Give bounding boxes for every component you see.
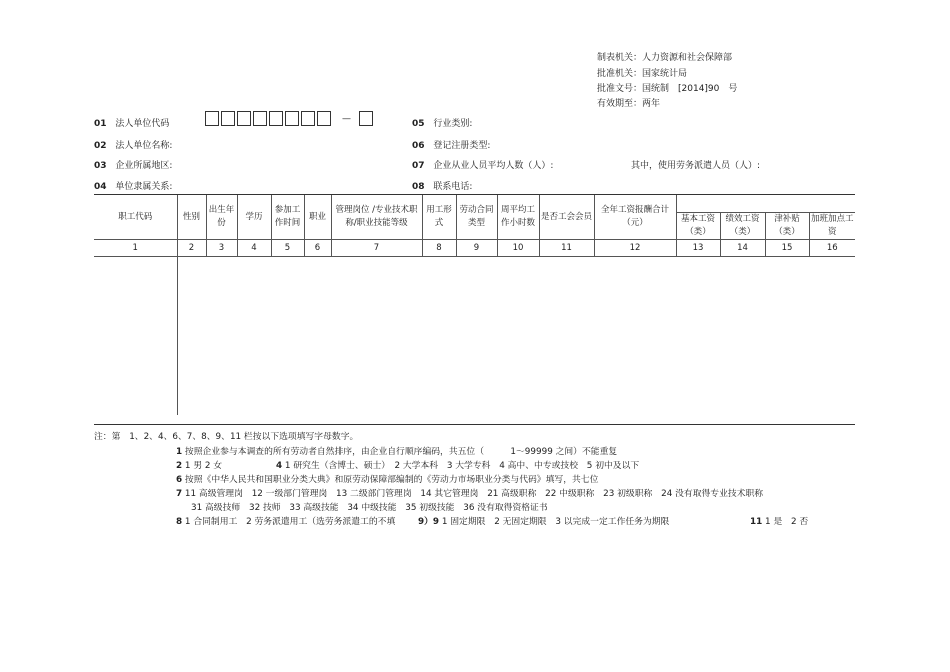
col-header-birth-year: 出生年份 bbox=[206, 195, 237, 240]
col-header-employee-code: 职工代码 bbox=[94, 195, 177, 240]
col-header-allowance: 津补贴（类） bbox=[765, 213, 809, 240]
note-col-1 bbox=[176, 444, 617, 457]
note-col-4-text: 1 研究生（含博士、硕士） 2 大学本科 3 大学专科 4 高中、中专或技校 5 初中及以下 bbox=[284, 461, 640, 471]
note-col-7-number: 7 bbox=[176, 489, 183, 499]
field-04 bbox=[94, 179, 172, 192]
field-01 bbox=[94, 116, 169, 129]
field-01-label: 法人单位代码 bbox=[115, 119, 170, 129]
note-col-2-text: 1 男 2 女 bbox=[184, 461, 223, 471]
note-col-4-number: 4 bbox=[276, 461, 283, 471]
col-header-gender: 性别 bbox=[177, 195, 206, 240]
field-02-label: 法人单位名称: bbox=[115, 141, 173, 151]
col-number: 3 bbox=[206, 240, 237, 257]
code-digit-box[interactable] bbox=[237, 111, 251, 126]
col-number: 1 bbox=[94, 240, 177, 257]
field-06-label: 登记注册类型: bbox=[433, 141, 491, 151]
field-04-label: 单位隶属关系: bbox=[115, 182, 173, 192]
field-03 bbox=[94, 158, 172, 171]
field-07-dispatched-workers: 其中，使用劳务派遣人员（人）: bbox=[631, 161, 761, 171]
note-col-7-text: 11 高级管理岗 12 一级部门管理岗 13 二级部门管理岗 14 其它管理岗 21 高级职称 22 中级职称 23 初级职称 24 没有取得专业技术职称 bbox=[184, 489, 764, 499]
note-col-2 bbox=[176, 458, 222, 471]
col-header-overtime-pay: 加班加点工资 bbox=[809, 213, 855, 240]
code-digit-box[interactable] bbox=[253, 111, 267, 126]
col-number: 5 bbox=[271, 240, 304, 257]
note-col-7-line2: 31 高级技师 32 技师 33 高级技能 34 中级技能 35 初级技能 36 没有取得资格证书 bbox=[191, 503, 548, 513]
note-col-11-text: 1 是 2 否 bbox=[765, 517, 809, 527]
col-number: 2 bbox=[177, 240, 206, 257]
code-digit-box[interactable] bbox=[205, 111, 219, 126]
code-digit-box[interactable] bbox=[269, 111, 283, 126]
notes-intro: 注：第 1、2、4、6、7、8、9、11 栏按以下选项填写字母数字。 bbox=[94, 432, 359, 442]
note-col-11-number: 11 bbox=[750, 517, 763, 527]
col-number: 12 bbox=[594, 240, 676, 257]
field-05-number: 05 bbox=[412, 119, 425, 129]
col-number: 16 bbox=[809, 240, 855, 257]
code-digit-box[interactable] bbox=[301, 111, 315, 126]
field-01-number: 01 bbox=[94, 119, 107, 129]
col-number: 8 bbox=[422, 240, 456, 257]
field-05-label: 行业类别: bbox=[433, 119, 473, 129]
field-05 bbox=[412, 116, 472, 129]
code-digit-box[interactable] bbox=[221, 111, 235, 126]
note-col-6-text: 按照《中华人民共和国职业分类大典》和原劳动保障部编制的《劳动力市场职业分类与代码》填写，共七位 bbox=[184, 475, 599, 485]
field-06-number: 06 bbox=[412, 141, 425, 151]
col-number: 11 bbox=[539, 240, 594, 257]
col-header-contract-type: 劳动合同类型 bbox=[456, 195, 497, 240]
field-02 bbox=[94, 138, 172, 151]
code-check-digit-box[interactable] bbox=[359, 111, 373, 126]
code-dash: — bbox=[342, 114, 351, 124]
col-number: 13 bbox=[676, 240, 720, 257]
code-digit-box[interactable] bbox=[317, 111, 331, 126]
col-header-occupation: 职业 bbox=[304, 195, 331, 240]
field-03-label: 企业所属地区: bbox=[115, 161, 173, 171]
issuing-authority: 制表机关：人力资源和社会保障部 bbox=[597, 53, 733, 63]
note-col-7 bbox=[176, 486, 763, 499]
col-number: 9 bbox=[456, 240, 497, 257]
col-header-performance-pay: 绩效工资（类） bbox=[720, 213, 765, 240]
code-digit-box[interactable] bbox=[285, 111, 299, 126]
field-07-number: 07 bbox=[412, 161, 425, 171]
note-col-8 bbox=[176, 514, 395, 527]
table-top-rule bbox=[94, 194, 855, 195]
note-col-9-text: 1 固定期限 2 无固定期限 3 以完成一定工作任务为期限 bbox=[441, 517, 670, 527]
col-header-education: 学历 bbox=[237, 195, 271, 240]
col-header-annual-pay: 全年工资报酬合计（元） bbox=[594, 195, 676, 240]
table-bottom-rule bbox=[94, 424, 855, 425]
col-header-base-pay: 基本工资（类） bbox=[676, 213, 720, 240]
col-number: 7 bbox=[331, 240, 422, 257]
note-col-6 bbox=[176, 472, 598, 485]
note-col-1-number: 1 bbox=[176, 447, 183, 457]
validity-period: 有效期至：两年 bbox=[597, 99, 661, 109]
col-header-union-member: 是否工会会员 bbox=[539, 195, 594, 240]
col-header-pay-group bbox=[676, 195, 855, 213]
data-entry-area[interactable] bbox=[177, 257, 855, 416]
field-04-number: 04 bbox=[94, 182, 107, 192]
col-number: 15 bbox=[765, 240, 809, 257]
note-col-9-number: 9）9 bbox=[418, 517, 440, 527]
field-02-number: 02 bbox=[94, 141, 107, 151]
note-col-1-text: 按照企业参与本调查的所有劳动者自然排序，由企业自行顺序编码，共五位（ 1～99999 之间）不能重复 bbox=[184, 447, 618, 457]
note-col-8-number: 8 bbox=[176, 517, 183, 527]
col-number: 6 bbox=[304, 240, 331, 257]
note-col-2-number: 2 bbox=[176, 461, 183, 471]
field-07 bbox=[412, 158, 553, 171]
col-header-employment-form: 用工形式 bbox=[422, 195, 456, 240]
col-header-position-title: 管理岗位 /专业技术职称/职业技能等级 bbox=[331, 195, 422, 240]
col-number: 14 bbox=[720, 240, 765, 257]
approval-authority: 批准机关：国家统计局 bbox=[597, 69, 688, 79]
note-col-11 bbox=[750, 514, 808, 527]
note-col-8-text: 1 合同制用工 2 劳务派遣用工（选劳务派遣工的不填 bbox=[184, 517, 396, 527]
note-col-6-number: 6 bbox=[176, 475, 183, 485]
approval-document-number: 批准文号：国统制 [2014]90 号 bbox=[597, 84, 738, 94]
field-07-label: 企业从业人员平均人数（人）: bbox=[433, 161, 554, 171]
col-header-weekly-hours: 周平均工作小时数 bbox=[497, 195, 539, 240]
field-06 bbox=[412, 138, 490, 151]
field-08-number: 08 bbox=[412, 182, 425, 192]
field-03-number: 03 bbox=[94, 161, 107, 171]
col-header-work-start: 参加工作时间 bbox=[271, 195, 304, 240]
field-08 bbox=[412, 179, 472, 192]
col-number: 4 bbox=[237, 240, 271, 257]
col-number: 10 bbox=[497, 240, 539, 257]
employee-data-table bbox=[94, 194, 855, 415]
field-08-label: 联系电话: bbox=[433, 182, 473, 192]
note-col-9 bbox=[418, 514, 669, 527]
employee-code-entry-cell[interactable] bbox=[94, 257, 177, 416]
note-col-4 bbox=[276, 458, 639, 471]
